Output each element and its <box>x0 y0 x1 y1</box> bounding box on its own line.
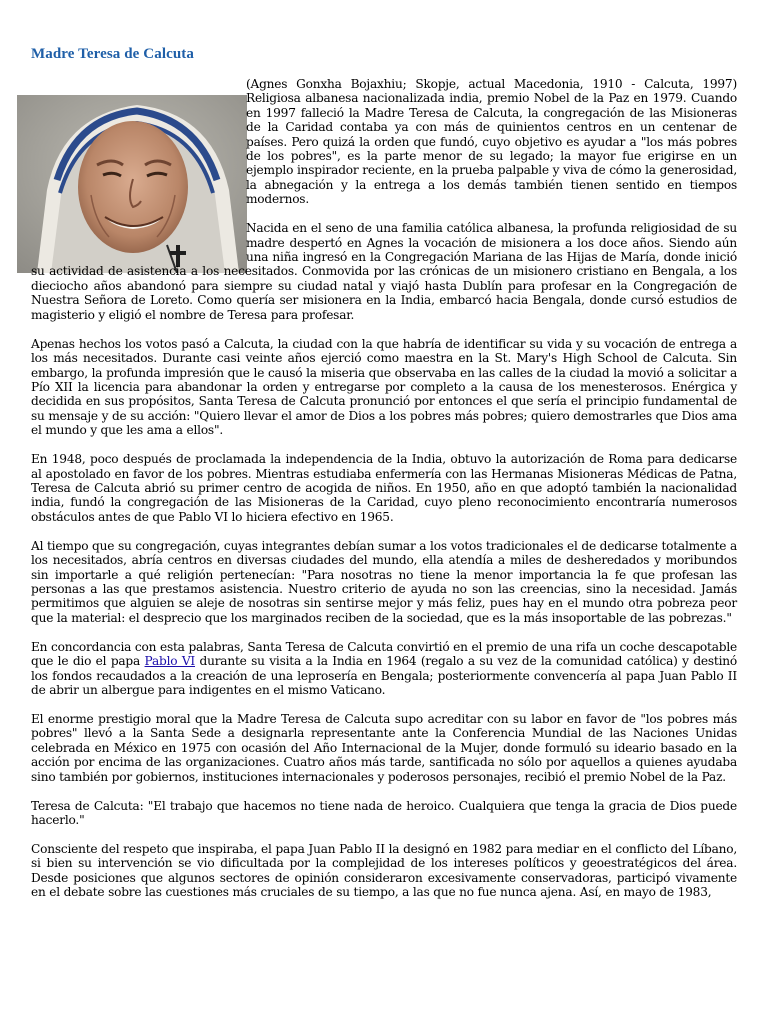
paragraph-1948: En 1948, poco después de proclamada la independencia de la India, obtuvo la autorización de Roma para dedicarse al apostolado en favor de los pobres. Mientras estudiaba enfermería con las Hermanas Misioneras Médicas de Patna, Teresa de Calcuta abrió su primer centro de acogida de niños. En 1950, año en que adoptó también la nacionalidad india, fundó la congregación de las Misioneras de la Caridad, cuyo pleno reconocimiento encontraría numerosos obstáculos antes de que Pablo VI lo hiciera efectivo en 1965. <box>31 452 737 524</box>
raffle-text-before: En concordancia con esta palabras, Santa Teresa de Calcuta convirtió en el premio de una rifa un coche descapotable que le dio el papa <box>31 639 737 669</box>
paragraph-congregation: Al tiempo que su congregación, cuyas integrantes debían sumar a los votos tradicionales el de dedicarse totalmente a los necesitados, abría centros en diversas ciudades del mundo, ella atendía a miles de desheredados y moribundos sin importarle a qué religión pertenecían: "Para nosotras no tiene la menor importancia la fe que profesan las personas a las que prestamos asistencia. Nuestro criterio de ayuda no son las creencias, sino la necesidad. Jamás permitimos que alguien se aleje de nosotras sin sentirse mejor y más feliz, pues hay en el mundo otra pobreza peor que la material: el desprecio que los marginados reciben de la sociedad, que es la más insoportable de las pobrezas." <box>31 538 737 625</box>
photo-wrap-spacer <box>17 77 246 257</box>
paragraph-calcutta: Apenas hechos los votos pasó a Calcuta, la ciudad con la que habría de identificar su vida y su vocación de entrega a los más necesitados. Durante casi veinte años ejerció como maestra en la St. Mary's High School de Calcuta. Sin embargo, la profunda impresión que le causó la miseria que observaba en las calles de la ciudad la movió a solicitar a Pío XII la licencia para abandonar la orden y entregarse por completo a la causa de los menesterosos. Enérgica y decidida en sus propósitos, Santa Teresa de Calcuta pronunció por entonces el que sería el principio fundamental de su mensaje y de su acción: "Quiero llevar el amor de Dios a los pobres más pobres; quiero demostrarles que Dios ama el mundo y que les ama a ellos". <box>31 336 737 438</box>
pablo-vi-link[interactable]: Pablo VI <box>144 654 196 669</box>
article-body <box>31 77 737 900</box>
paragraph-raffle <box>31 640 737 698</box>
raffle-text-after: durante su visita a la India en 1964 (regalo a su vez de la comunidad católica) y destinó los fondos recaudados a la creación de una leprosería en Bengala; posteriormente convencería al papa Juan Pablo II de abrir un albergue para indigentes en el mismo Vaticano. <box>31 654 738 697</box>
paragraph-childhood: Nacida en el seno de una familia católica albanesa, la profunda religiosidad de su madre despertó en Agnes la vocación de misionera a los doce años. Siendo aún una niña ingresó en la Congregación Mariana de las Hijas de María, donde inició su actividad de asistencia a los necesitados. Conmovida por las crónicas de un misionero cristiano en Bengala, a los dieciocho años abandonó para siempre su ciudad natal y viajó hasta Dublín para profesar en la Congregación de Nuestra Señora de Loreto. Como quería ser misionera en la India, embarcó hacia Bengala, donde cursó estudios de magisterio y eligió el nombre de Teresa para profesar. <box>31 221 737 322</box>
paragraph-lebanon: Consciente del respeto que inspiraba, el papa Juan Pablo II la designó en 1982 para mediar en el conflicto del Líbano, si bien su intervención se vio dificultada por la complejidad de los intereses políticos y geoestratégicos del área. Desde posiciones que algunos sectores de opinión consideraron excesivamente conservadoras, participó vivamente en el debate sobre las cuestiones más cruciales de su tiempo, a las que no fue nunca ajena. Así, en mayo de 1983, <box>31 842 737 900</box>
paragraph-intro: (Agnes Gonxha Bojaxhiu; Skopje, actual Macedonia, 1910 - Calcuta, 1997) Religiosa albanesa nacionalizada india, premio Nobel de la Paz en 1979. Cuando en 1997 falleció la Madre Teresa de Calcuta, la congregación de las Misioneras de la Caridad contaba ya con más de quinientos centros en un centenar de países. Pero quizá la orden que fundó, cuyo objetivo es ayudar a "los más pobres de los pobres", es la parte menor de su legado; la mayor fue erigirse en un ejemplo inspirador reciente, en la prueba palpable y viva de cómo la generosidad, la abnegación y la entrega a los demás también tienen sentido en tiempos modernos. <box>246 77 737 207</box>
page-title: Madre Teresa de Calcuta <box>31 46 194 62</box>
paragraph-prestige: El enorme prestigio moral que la Madre Teresa de Calcuta supo acreditar con su labor en favor de "los pobres más pobres" llevó a la Santa Sede a designarla representante ante la Conferencia Mundial de las Naciones Unidas celebrada en México en 1975 con ocasión del Año Internacional de la Mujer, donde formuló su ideario basado en la acción por encima de las organizaciones. Cuatro años más tarde, santificada no sólo por aquellos a quienes ayudaba sino también por gobiernos, instituciones internacionales y poderosos personajes, recibió el premio Nobel de la Paz. <box>31 712 737 784</box>
paragraph-quote: Teresa de Calcuta: "El trabajo que hacemos no tiene nada de heroico. Cualquiera que tenga la gracia de Dios puede hacerlo." <box>31 798 737 828</box>
